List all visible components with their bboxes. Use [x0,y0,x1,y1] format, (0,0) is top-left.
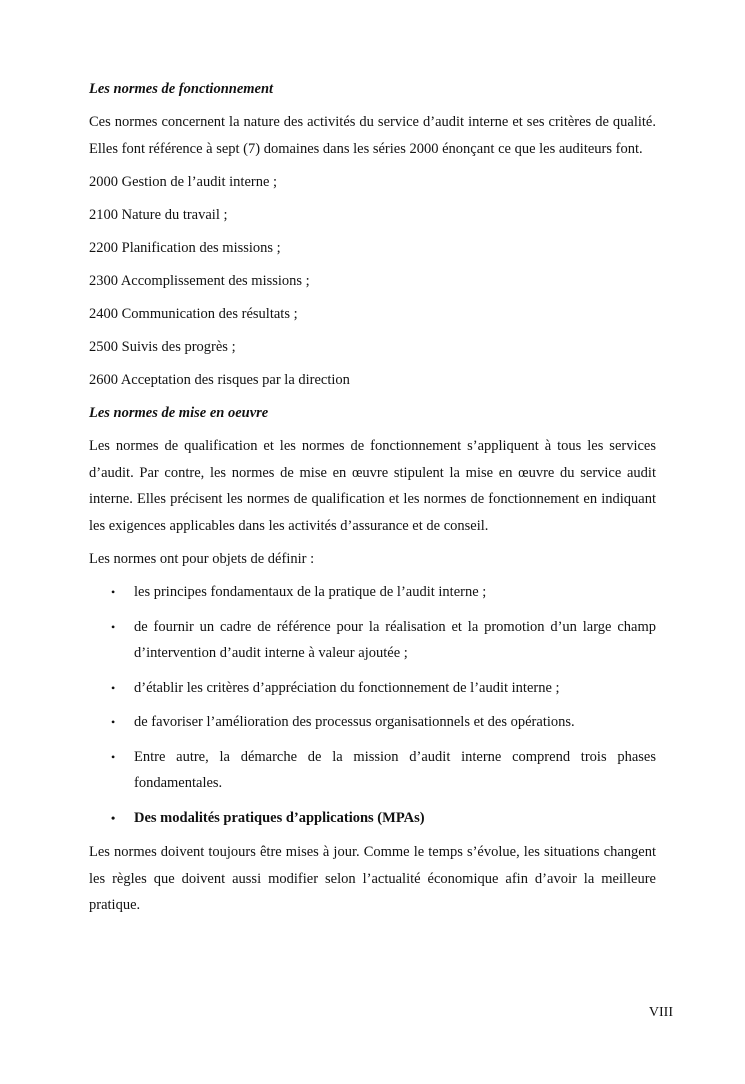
paragraph-fonctionnement-intro: Ces normes concernent la nature des activités du service d’audit interne et ses critères de qualité. Elles font référence à sept (7) domaines dans les séries 2000 énonçant ce que les auditeurs font. [89,114,656,157]
paragraph-mise-en-oeuvre-intro: Les normes de qualification et les normes de fonctionnement s’appliquent à tous les services d’audit. Par contre, les normes de mise en œuvre stipulent la mise en œuvre du service audit interne. Elles précisent les normes de qualification et les normes de fonctionnement en indiquant les exigences applicables dans les activités d’assurance et de conseil. [89,438,656,534]
list-item-text: les principes fondamentaux de la pratique de l’audit interne ; [134,584,487,600]
list-item [89,709,656,736]
paragraph-objectives-intro: Les normes ont pour objets de définir : [89,551,315,567]
page-number: VIII [648,1005,673,1020]
list-item [89,614,656,667]
objectives-list [89,579,656,831]
bullet-icon: • [111,585,116,599]
document-page [89,76,656,926]
list-item [89,675,656,702]
list-item [89,744,656,797]
domain-item: 2600 Acceptation des risques par la direction [89,372,350,388]
list-item-text: de favoriser l’amélioration des processus organisationnels et des opérations. [134,714,575,730]
list-item-text: d’établir les critères d’appréciation du fonctionnement de l’audit interne ; [134,679,560,696]
domain-item: 2400 Communication des résultats ; [89,306,298,322]
list-item-text: de fournir un cadre de référence pour la réalisation et la promotion d’un large champ d’intervention d’audit interne à valeur ajoutée ; [134,618,656,661]
bullet-icon: • [111,619,116,634]
list-item-bold [89,805,656,832]
bullet-icon: • [111,810,116,825]
domain-item: 2500 Suivis des progrès ; [89,339,236,355]
domain-item: 2000 Gestion de l’audit interne ; [89,174,278,190]
bullet-icon: • [111,680,116,695]
domain-item: 2100 Nature du travail ; [89,207,228,223]
list-item [89,579,656,606]
paragraph-closing: Les normes doivent toujours être mises à jour. Comme le temps s’évolue, les situations changent les règles que doivent aussi modifier selon l’actualité économique afin d’avoir la meilleure pratique. [89,844,656,913]
section-heading-mise-en-oeuvre: Les normes de mise en oeuvre [89,405,269,421]
domain-item: 2200 Planification des missions ; [89,240,281,256]
domain-item: 2300 Accomplissement des missions ; [89,273,310,289]
bullet-icon: • [111,715,116,729]
bullet-icon: • [111,749,116,764]
section-heading-fonctionnement: Les normes de fonctionnement [89,81,274,97]
list-item-text: Des modalités pratiques d’applications (MPAs) [134,809,425,826]
list-item-text: Entre autre, la démarche de la mission d’audit interne comprend trois phases fondamentales. [134,748,656,791]
